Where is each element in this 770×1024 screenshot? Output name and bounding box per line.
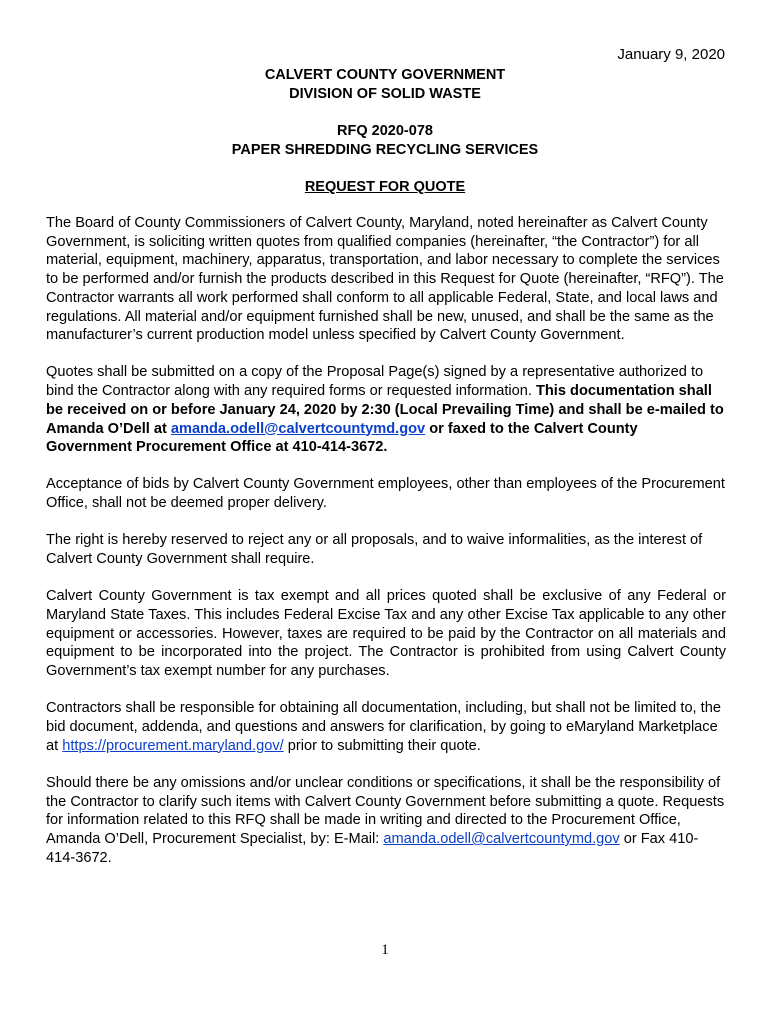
documentation-text: Contractors shall be responsible for obtaining all documentation, including, but shall not be limited to, the bid document, addenda, and questions and answers for clarification, by going to eMaryland Marketplace at <box>46 700 721 754</box>
service-title: PAPER SHREDDING RECYCLING SERVICES <box>231 142 539 158</box>
paragraph-acceptance: Acceptance of bids by Calvert County Government employees, other than employees of the Procurement Office, shall not be deemed proper delivery. <box>46 476 725 512</box>
procurement-link[interactable]: https://procurement.maryland.gov/ <box>62 737 284 754</box>
paragraph-intro: The Board of County Commissioners of Calvert County, Maryland, noted hereinafter as Calvert County Government, is soliciting written quotes from qualified companies (hereinafter, “the Contractor”) for all material, equipment, machinery, apparatus, transportation, and labor necessary to complete the services to be performed and/or furnish the products described in this Request for Quote (hereinafter, “RFQ”). The Contractor warrants all work performed shall conform to all applicable Federal, State, and local laws and regulations. All material and/or equipment furnished shall be new, unused, and shall be the same as the manufacturer’s current production model unless specified by Calvert County Government. <box>46 215 724 344</box>
document-date: January 9, 2020 <box>617 46 725 63</box>
page-number: 1 <box>381 942 389 958</box>
division-name: DIVISION OF SOLID WASTE <box>289 86 481 102</box>
paragraph-omissions <box>46 774 726 868</box>
header-block-org <box>0 66 770 104</box>
rfq-number: RFQ 2020-078 <box>337 123 433 139</box>
contact-fax-text: or Fax 410-414-3672. <box>46 830 699 866</box>
document-body <box>46 214 726 886</box>
documentation-text-end: prior to submitting their quote. <box>283 737 481 754</box>
paragraph-submission <box>46 363 726 457</box>
paragraph-rights: The right is hereby reserved to reject any or all proposals, and to waive informalities, as the interest of Calvert County Government shall require. <box>46 532 703 568</box>
submission-text: Quotes shall be submitted on a copy of the Proposal Page(s) signed by a representative authorized to bind the Contractor along with any required forms or requested information. <box>46 364 704 400</box>
org-name: CALVERT COUNTY GOVERNMENT <box>264 67 506 83</box>
header-block-rfq <box>0 122 770 160</box>
submission-deadline-text: This documentation shall be received on or before January 24, 2020 by 2:30 (Local Prevailing Time) and shall be e-mailed to Amanda O’Dell at <box>46 383 724 437</box>
email-link-contact[interactable]: amanda.odell@calvertcountymd.gov <box>383 830 620 847</box>
submission-fax-text: or faxed to the Calvert County Government Procurement Office at 410-414-3672. <box>46 420 638 456</box>
paragraph-tax: Calvert County Government is tax exempt and all prices quoted shall be exclusive of any Federal or Maryland State Taxes. This includes Federal Excise Tax and any other Excise Tax applicable to any other equipment or accessories. However, taxes are required to be paid by the Contractor on all materials and equipment to be incorporated into the project. The Contractor is prohibited from using Calvert County Government’s tax exempt number for any purchases. <box>46 588 726 680</box>
paragraph-documentation <box>46 699 726 755</box>
email-link-submission[interactable]: amanda.odell@calvertcountymd.gov <box>170 420 426 437</box>
document-type-heading: REQUEST FOR QUOTE <box>304 179 466 195</box>
omissions-text: Should there be any omissions and/or unclear conditions or specifications, it shall be the responsibility of the Contractor to clarify such items with Calvert County Government before submitting a quote. Requests for information related to this RFQ shall be made in writing and directed to the Procurement Office, Amanda O’Dell, Procurement Specialist, by: E-Mail: <box>46 774 725 847</box>
